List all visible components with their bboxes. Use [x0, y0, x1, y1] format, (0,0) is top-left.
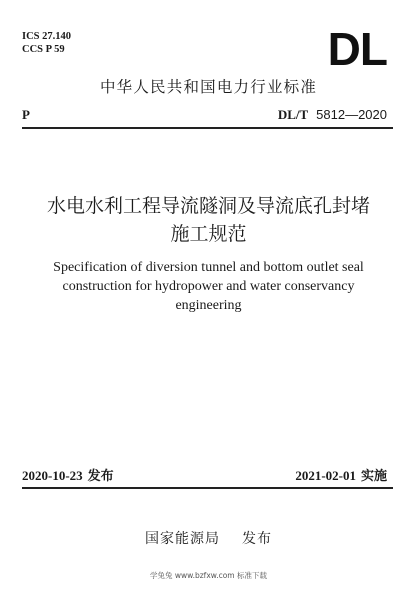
chinese-title-line-1: 水电水利工程导流隧洞及导流底孔封堵 — [46, 195, 370, 217]
org-title: 中华人民共和国电力行业标准 — [99, 78, 318, 96]
english-title — [20, 258, 397, 315]
chinese-title — [0, 192, 417, 248]
implementation-date-value: 2021-02-01 — [295, 468, 356, 483]
watermark: 学兔兔 www.bzfxw.com 标准下载 — [150, 571, 267, 580]
english-title-line-1: Specification of diversion tunnel and bottom outlet seal — [53, 260, 364, 275]
publisher-name: 国家能源局 — [145, 531, 220, 547]
issue-verb: 发布 — [87, 469, 114, 484]
bottom-divider — [22, 487, 393, 489]
issue-date-value: 2020-10-23 — [22, 468, 83, 483]
classification-code: P — [22, 107, 30, 122]
issue-date — [22, 465, 114, 484]
chinese-title-line-2: 施工规范 — [170, 223, 247, 245]
standard-number — [278, 107, 387, 123]
ics-ccs-block — [22, 30, 71, 56]
standard-number-value: 5812—2020 — [316, 107, 387, 122]
english-title-line-3: engineering — [175, 298, 242, 313]
standard-prefix: DL/T — [277, 107, 309, 122]
ccs-code: CCS P 59 — [22, 44, 65, 55]
implementation-verb: 实施 — [360, 469, 387, 484]
publisher-verb: 发布 — [242, 531, 272, 547]
ics-code: ICS 27.140 — [22, 31, 72, 42]
top-divider — [22, 127, 393, 129]
publisher — [0, 528, 417, 548]
english-title-line-2: construction for hydropower and water conservancy — [62, 279, 355, 294]
implementation-date — [295, 465, 387, 484]
dl-logo: DL — [327, 23, 387, 75]
